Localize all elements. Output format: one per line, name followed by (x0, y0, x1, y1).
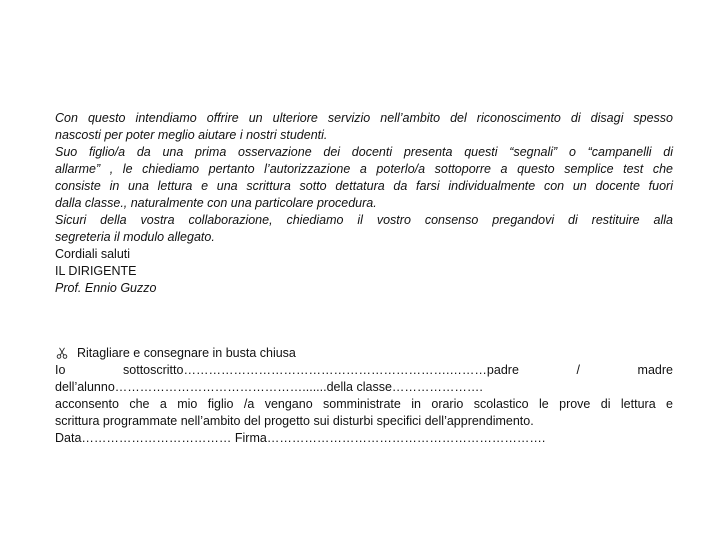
letter-line: allarme” , le chiediamo pertanto l’autorizzazione a poterlo/a sottoporre a questo semplice test che (55, 162, 673, 176)
scissors-icon (55, 345, 69, 362)
consent-slip (55, 345, 673, 447)
letter-line: nascosti per poter meglio aiutare i nostri studenti. (55, 128, 328, 142)
letter-line: Sicuri della vostra collaborazione, chiediamo il vostro consenso pregandovi di restituire alla (55, 213, 673, 227)
consent-line: acconsento che a mio figlio /a vengano somministrate in orario scolastico le prove di lettura e (55, 397, 673, 411)
letter-line: dalla classe., naturalmente con una particolare procedura. (55, 196, 377, 210)
signer-name: Prof. Ennio Guzzo (55, 281, 157, 295)
consent-line: scrittura programmate nell’ambito del progetto sui disturbi specifici dell’apprendimento. (55, 414, 534, 428)
cut-instruction-row (55, 345, 673, 362)
cut-instruction: Ritagliare e consegnare in busta chiusa (77, 346, 296, 360)
parent-name-line: Io sottoscritto……………………………………………………….………padre / madre (55, 363, 673, 377)
letter-line: consiste in una lettura e una scrittura sotto dettatura da farsi individualmente con un docente fuori (55, 179, 673, 193)
student-class-line: dell’alunno……………………………………….......della classe…………………. (55, 380, 483, 394)
letter-line: Suo figlio/a da una prima osservazione dei docenti presenta questi “segnali” o “campanelli di (55, 145, 673, 159)
date-signature-line: Data……………………………… Firma…………………………………………………………. (55, 431, 546, 445)
greeting: Cordiali saluti (55, 247, 131, 261)
letter-body (55, 110, 673, 297)
letter-line: segreteria il modulo allegato. (55, 230, 215, 244)
signer-title: IL DIRIGENTE (55, 264, 137, 278)
letter-line: Con questo intendiamo offrire un ulteriore servizio nell’ambito del riconoscimento di disagi spesso (55, 111, 673, 125)
